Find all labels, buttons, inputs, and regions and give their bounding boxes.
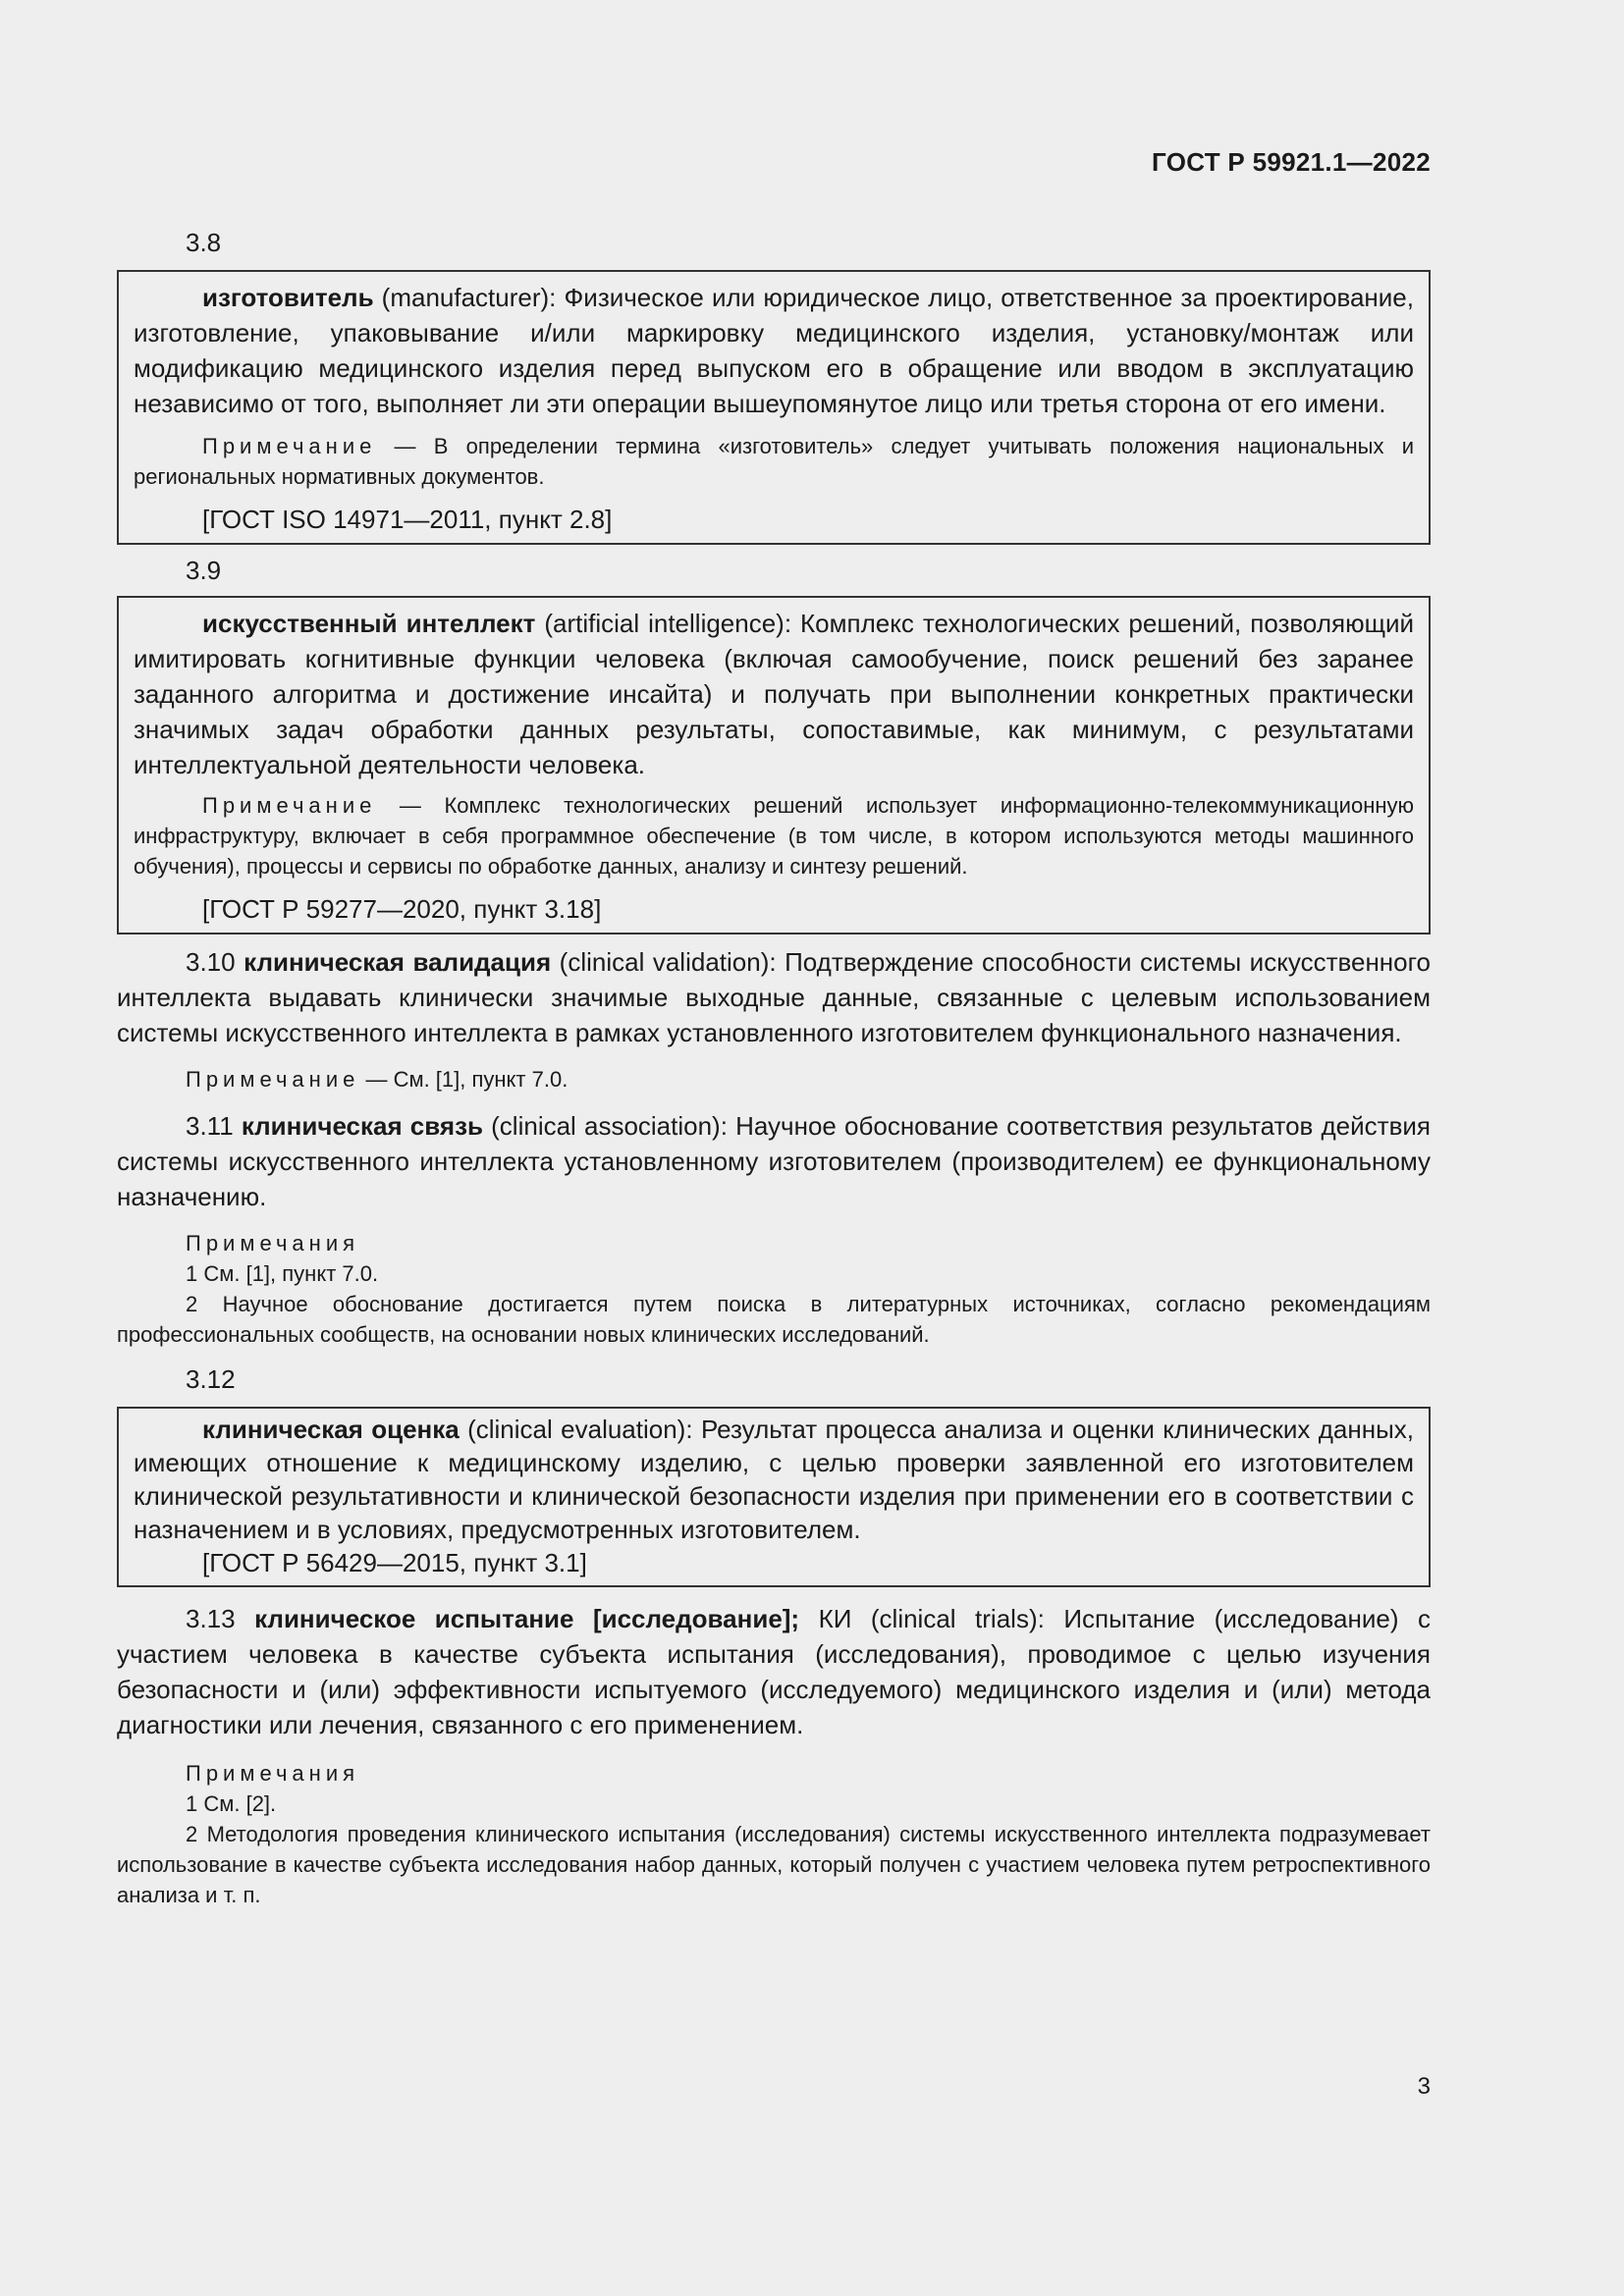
term: клиническая оценка bbox=[202, 1415, 460, 1444]
document-id: ГОСТ Р 59921.1—2022 bbox=[1152, 147, 1431, 177]
definition-paragraph bbox=[117, 1601, 1431, 1742]
definition-box bbox=[117, 596, 1431, 934]
definition-box bbox=[117, 270, 1431, 545]
definition-paragraph bbox=[117, 944, 1431, 1050]
term: клиническое испытание [исследование]; bbox=[254, 1604, 800, 1633]
definition: Результат процесса анализа и оценки клинических данных, имеющих отношение к медицинскому изделию, с целью проверки заявленной его изготовителем клинической результативности и клинической безопасности изделия при применении его в соответствии с назначением и в условиях, предусмотренных изготовителем. bbox=[134, 1415, 1414, 1544]
definition-text bbox=[134, 606, 1414, 782]
document-body bbox=[117, 0, 1431, 1910]
section-number: 3.13 bbox=[186, 1604, 255, 1633]
definition: Испытание (исследование) с участием человека в качестве субъекта испытания (исследования), проводимое с целью изучения безопасности и (или) эффективности испытуемого (исследуемого) медицинского изделия и (или) метода диагностики или лечения, связанного с его применением. bbox=[117, 1604, 1431, 1739]
reference: [ГОСТ ISO 14971—2011, пункт 2.8] bbox=[202, 505, 613, 534]
term-english: (manufacturer): bbox=[373, 283, 565, 312]
term: клиническая валидация bbox=[244, 947, 552, 977]
note-label: Примечание bbox=[186, 1067, 360, 1092]
term-english: (clinical validation): bbox=[551, 947, 785, 977]
section-number: 3.12 bbox=[186, 1364, 236, 1394]
note-text: — Комплекс технологических решений использует информационно-телекоммуникационную инфраструктуру, включает в себя программное обеспечение (в том числе, в котором используются методы машинного обучения), процессы и сервисы по обработке данных, анализу и синтезу решений. bbox=[134, 793, 1414, 879]
note-item: 1 См. [1], пункт 7.0. bbox=[186, 1261, 379, 1286]
note-text: — См. [1], пункт 7.0. bbox=[359, 1067, 568, 1092]
page-number: 3 bbox=[1417, 2073, 1431, 2100]
term-english: (clinical evaluation): bbox=[459, 1415, 701, 1444]
abbreviation: КИ bbox=[799, 1604, 852, 1633]
definition: Физическое или юридическое лицо, ответственное за проектирование, изготовление, упаковывание и/или маркировку медицинского изделия, установку/монтаж или модификацию медицинского изделия перед выпуском его в обращение или вводом в эксплуатацию независимо от того, выполняет ли эти операции вышеупомянутое лицо или третья сторона от его имени. bbox=[134, 283, 1414, 418]
section-number: 3.11 bbox=[186, 1111, 242, 1141]
note bbox=[134, 790, 1414, 881]
note-item: 2 Научное обоснование достигается путем поиска в литературных источниках, согласно рекомендациям профессиональных сообществ, на основании новых клинических исследований. bbox=[117, 1292, 1431, 1347]
note bbox=[117, 1064, 1431, 1095]
reference: [ГОСТ Р 56429—2015, пункт 3.1] bbox=[202, 1548, 587, 1577]
term: изготовитель bbox=[202, 283, 374, 312]
definition-box bbox=[117, 1407, 1431, 1587]
term: клиническая связь bbox=[241, 1111, 483, 1141]
term-english: (clinical trials): bbox=[851, 1604, 1064, 1633]
note bbox=[134, 431, 1414, 492]
definition: Научное обоснование соответствия результатов действия системы искусственного интеллекта установленному изготовителем (производителем) ее функциональному назначению. bbox=[117, 1111, 1431, 1211]
note-label: Примечание bbox=[202, 434, 377, 458]
term-english: (clinical association): bbox=[483, 1111, 736, 1141]
term-english: (artificial intelligence): bbox=[535, 609, 801, 638]
notes-heading: Примечания bbox=[186, 1761, 360, 1786]
definition-paragraph bbox=[117, 1108, 1431, 1214]
definition-text bbox=[134, 1413, 1414, 1546]
term: искусственный интеллект bbox=[202, 609, 536, 638]
section-number: 3.8 bbox=[186, 228, 222, 257]
definition-text bbox=[134, 280, 1414, 421]
note-text: — В определении термина «изготовитель» следует учитывать положения национальных и региональных нормативных документов. bbox=[134, 434, 1414, 489]
notes-heading: Примечания bbox=[186, 1231, 360, 1255]
note-label: Примечание bbox=[202, 793, 377, 818]
section-number: 3.10 bbox=[186, 947, 244, 977]
definition: Комплекс технологических решений, позволяющий имитировать когнитивные функции человека (включая самообучение, поиск решений без заранее заданного алгоритма и достижение инсайта) и получать при выполнении конкретных практически значимых задач обработки данных результаты, сопоставимые, как минимум, с результатами интеллектуальной деятельности человека. bbox=[134, 609, 1415, 779]
note-item: 1 См. [2]. bbox=[186, 1791, 277, 1816]
definition: Подтверждение способности системы искусственного интеллекта выдавать клинически значимые выходные данные, связанные с целевым использованием системы искусственного интеллекта в рамках установленного изготовителем функционального назначения. bbox=[117, 947, 1431, 1047]
reference: [ГОСТ Р 59277—2020, пункт 3.18] bbox=[202, 894, 602, 924]
note-item: 2 Методология проведения клинического испытания (исследования) системы искусственного интеллекта подразумевает использование в качестве субъекта исследования набор данных, который получен с участием человека путем ретроспективного анализа и т. п. bbox=[117, 1822, 1431, 1907]
section-number: 3.9 bbox=[186, 556, 222, 585]
